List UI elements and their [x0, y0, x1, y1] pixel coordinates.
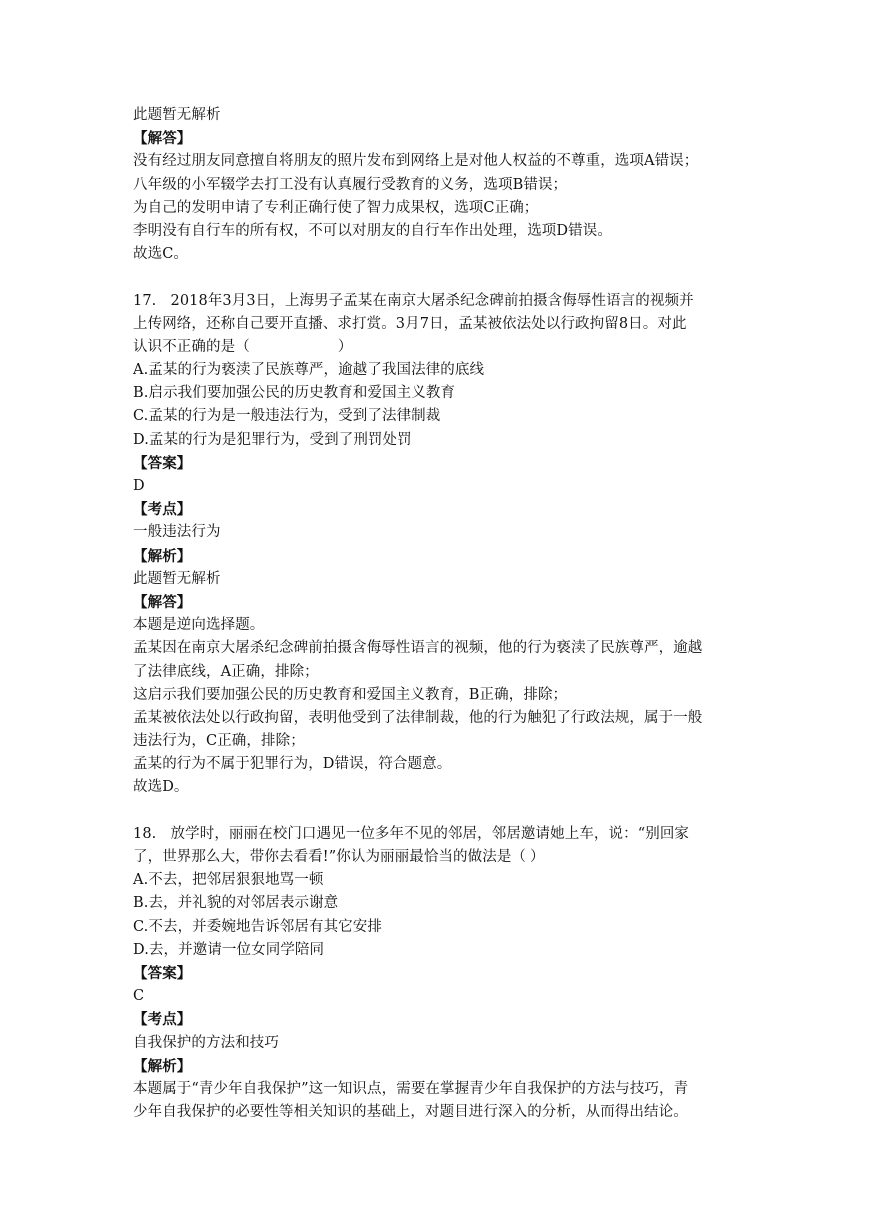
question-18-stem-text: 放学时，丽丽在校门口遇见一位多年不见的邻居，邻居邀请她上车，说：“别回家 [170, 825, 690, 842]
question-17-solution-line: 故选D。 [133, 779, 189, 796]
question-17-stem-text: 认识不正确的是（ [133, 338, 250, 355]
prev-analysis-text: 此题暂无解析 [133, 107, 221, 123]
question-18-stem-line [133, 823, 733, 846]
question-17-analysis: 此题暂无解析 [133, 570, 221, 587]
question-17-solution-line: 本题是逆向选择题。 [133, 617, 265, 634]
question-17-solution-line: 孟某被依法处以行政拘留，表明他受到了法律制裁，他的行为触犯了行政法规，属于一般 [133, 709, 703, 726]
question-17 [133, 290, 733, 800]
question-17-solution-tag: 【解答】 [133, 593, 192, 611]
spacer [133, 800, 733, 823]
question-18-stem-text: ） [530, 849, 545, 865]
question-17-option-b: B.启示我们要加强公民的历史教育和爱国主义教育 [133, 385, 456, 402]
question-17-kaodian: 一般违法行为 [133, 524, 221, 541]
question-18-option-c: C.不去，并委婉地告诉邻居有其它安排 [133, 918, 382, 935]
prev-solution-line: 没有经过朋友同意擅自将朋友的照片发布到网络上是对他人权益的不尊重，选项A错误； [133, 153, 699, 170]
question-17-answer: D [133, 478, 145, 494]
question-17-option-d: D.孟某的行为是犯罪行为，受到了刑罚处罚 [133, 431, 412, 448]
spacer [133, 266, 733, 289]
question-18-analysis-tag: 【解析】 [133, 1057, 192, 1075]
question-18-number: 18. [133, 825, 157, 842]
document-body [133, 104, 733, 1124]
question-17-number: 17. [133, 292, 157, 309]
question-17-solution-line: 违法行为，C正确，排除； [133, 733, 305, 750]
question-18-stem-line [133, 846, 733, 869]
question-18-analysis-line: 少年自我保护的必要性等相关知识的基础上，对题目进行深入的分析，从而得出结论。 [133, 1104, 688, 1121]
prev-solution-line: 故选C。 [133, 246, 188, 263]
question-17-solution-line: 孟某的行为不属于犯罪行为，D错误，符合题意。 [133, 756, 452, 773]
question-17-solution-line: 这启示我们要加强公民的历史教育和爱国主义教育，B正确，排除； [133, 686, 568, 703]
question-17-kaodian-tag: 【考点】 [133, 501, 192, 519]
prev-solution-tag: 【解答】 [133, 130, 192, 148]
question-17-option-a: A.孟某的行为亵渎了民族尊严，逾越了我国法律的底线 [133, 362, 485, 379]
question-18-option-b: B.去，并礼貌的对邻居表示谢意 [133, 895, 339, 912]
question-18-option-a: A.不去，把邻居狠狠地骂一顿 [133, 872, 324, 889]
question-18-stem-text: 了，世界那么大，带你去看看!”你认为丽丽最恰当的做法是（ [133, 849, 527, 865]
question-17-solution-line: 了法律底线，A正确，排除； [133, 663, 319, 680]
question-17-stem-line: 上传网络，还称自己要开直播、求打赏。3月7日，孟某被依法处以行政拘留8日。对此 [133, 315, 687, 332]
question-17-stem-text: ） [337, 338, 353, 355]
prev-solution-line: 为自己的发明申请了专利正确行使了智力成果权，选项C正确； [133, 199, 539, 216]
question-17-stem-line [133, 336, 733, 359]
question-18-option-d: D.去，并邀请一位女同学陪同 [133, 941, 325, 958]
prev-solution-line: 李明没有自行车的所有权，不可以对朋友的自行车作出处理，选项D错误。 [133, 222, 612, 239]
question-17-solution-line: 孟某因在南京大屠杀纪念碑前拍摄含侮辱性语言的视频，他的行为亵渎了民族尊严，逾越 [133, 640, 703, 657]
question-18-kaodian: 自我保护的方法和技巧 [133, 1034, 279, 1051]
prev-solution-line: 八年级的小军辍学去打工没有认真履行受教育的义务，选项B错误； [133, 176, 568, 193]
question-18-analysis-line: 本题属于“青少年自我保护”这一知识点，需要在掌握青少年自我保护的方法与技巧，青 [133, 1080, 689, 1097]
question-17-analysis-tag: 【解析】 [133, 547, 192, 565]
question-18-answer: C [133, 988, 145, 1005]
question-17-option-c: C.孟某的行为是一般违法行为，受到了法律制裁 [133, 408, 441, 425]
question-18 [133, 823, 733, 1124]
question-17-stem-text: 2018年3月3日，上海男子孟某在南京大屠杀纪念碑前拍摄含侮辱性语言的视频并 [170, 292, 694, 309]
question-18-answer-tag: 【答案】 [133, 964, 192, 982]
question-17-answer-tag: 【答案】 [133, 454, 192, 472]
question-18-kaodian-tag: 【考点】 [133, 1011, 192, 1029]
question-17-stem-line [133, 290, 733, 313]
